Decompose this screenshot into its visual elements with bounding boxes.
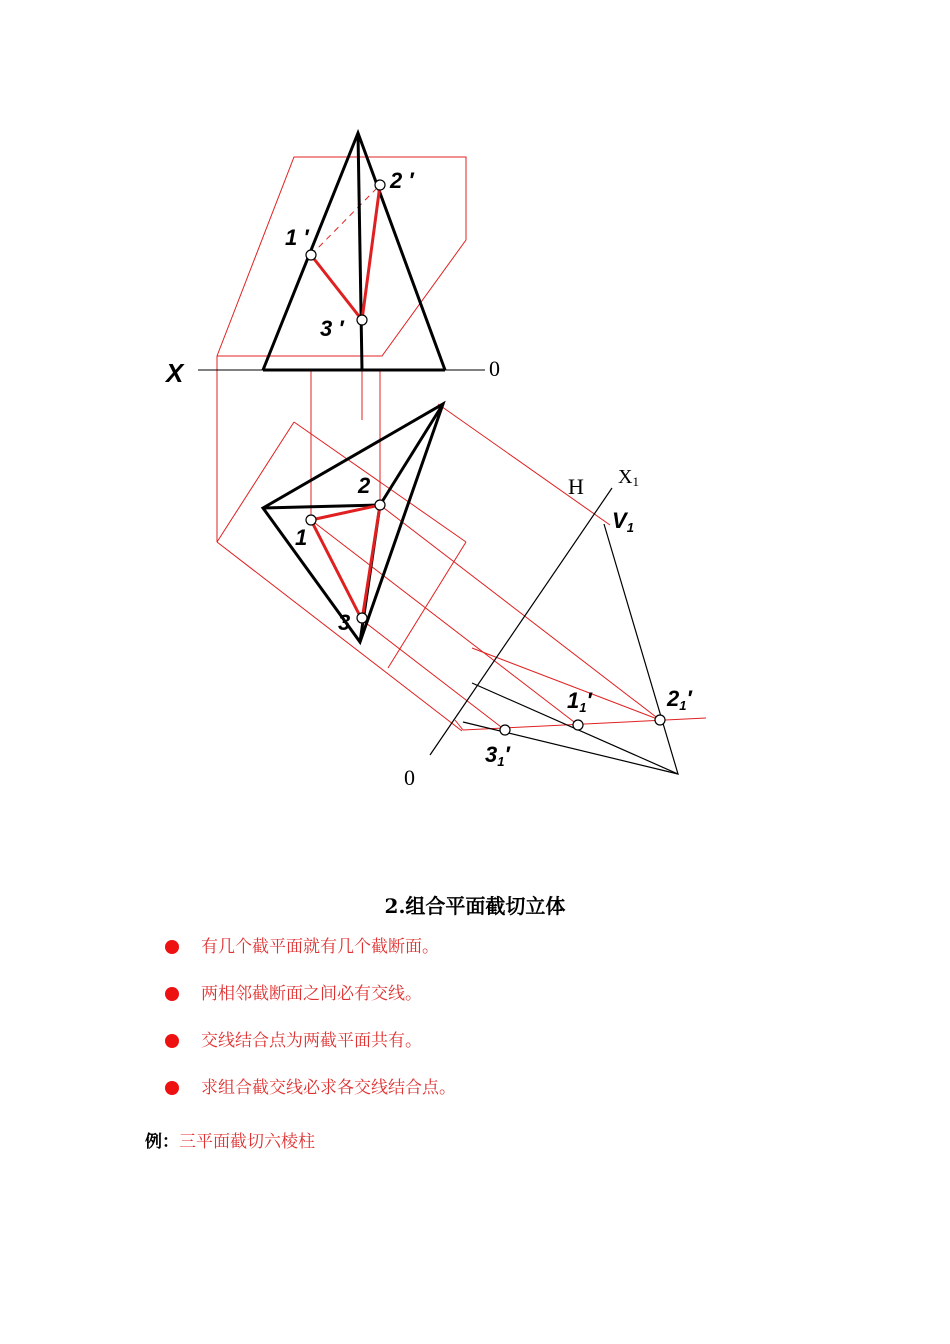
front-view-outline <box>263 133 445 370</box>
label-2-prime: 2 ′ <box>390 168 414 193</box>
section-title: 2.组合平面截切立体 <box>384 894 566 918</box>
label-3: 3 <box>338 610 351 635</box>
example-label: 例： <box>145 1132 179 1152</box>
point-21 <box>655 715 665 725</box>
label-axis-h: H <box>568 474 584 499</box>
bullet-icon <box>165 1034 179 1048</box>
point-3 <box>357 613 367 623</box>
label-3-prime: 3 ′ <box>320 316 344 341</box>
list-item: 求组合截交线必求各交线结合点。 <box>160 1076 456 1123</box>
top-view-section <box>311 505 380 620</box>
top-view-outline <box>263 404 443 642</box>
label-21: 21′ <box>667 686 692 713</box>
list-item: 交线结合点为两截平面共有。 <box>160 1029 456 1076</box>
list-item: 两相邻截断面之间必有交线。 <box>160 982 456 1029</box>
bullet-icon <box>165 987 179 1001</box>
front-view-section <box>311 185 380 320</box>
label-1: 1 <box>295 525 308 550</box>
label-axis-x: X <box>166 358 184 388</box>
label-axis-x1: X1 <box>618 466 639 489</box>
bullet-icon <box>165 1081 179 1095</box>
label-1-prime: 1 ′ <box>285 225 309 250</box>
example-line <box>145 1127 315 1152</box>
label-31: 31′ <box>485 742 510 769</box>
point-11 <box>573 720 583 730</box>
point-31 <box>500 725 510 735</box>
list-item: 有几个截平面就有几个截断面。 <box>160 935 456 982</box>
auxiliary-view <box>430 488 678 774</box>
bullet-list <box>160 935 456 1123</box>
bullet-icon <box>165 940 179 954</box>
label-2: 2 <box>358 473 371 498</box>
point-3-prime <box>357 315 367 325</box>
label-11: 11′ <box>567 688 592 715</box>
label-v1: V1 <box>612 508 634 535</box>
point-1-prime <box>306 250 316 260</box>
example-text: 三平面截切六棱柱 <box>179 1132 315 1152</box>
label-axis-o-top: 0 <box>489 356 500 381</box>
point-2-prime <box>375 180 385 190</box>
point-2 <box>375 500 385 510</box>
label-axis-o-bottom: 0 <box>404 765 415 790</box>
point-1 <box>306 515 316 525</box>
